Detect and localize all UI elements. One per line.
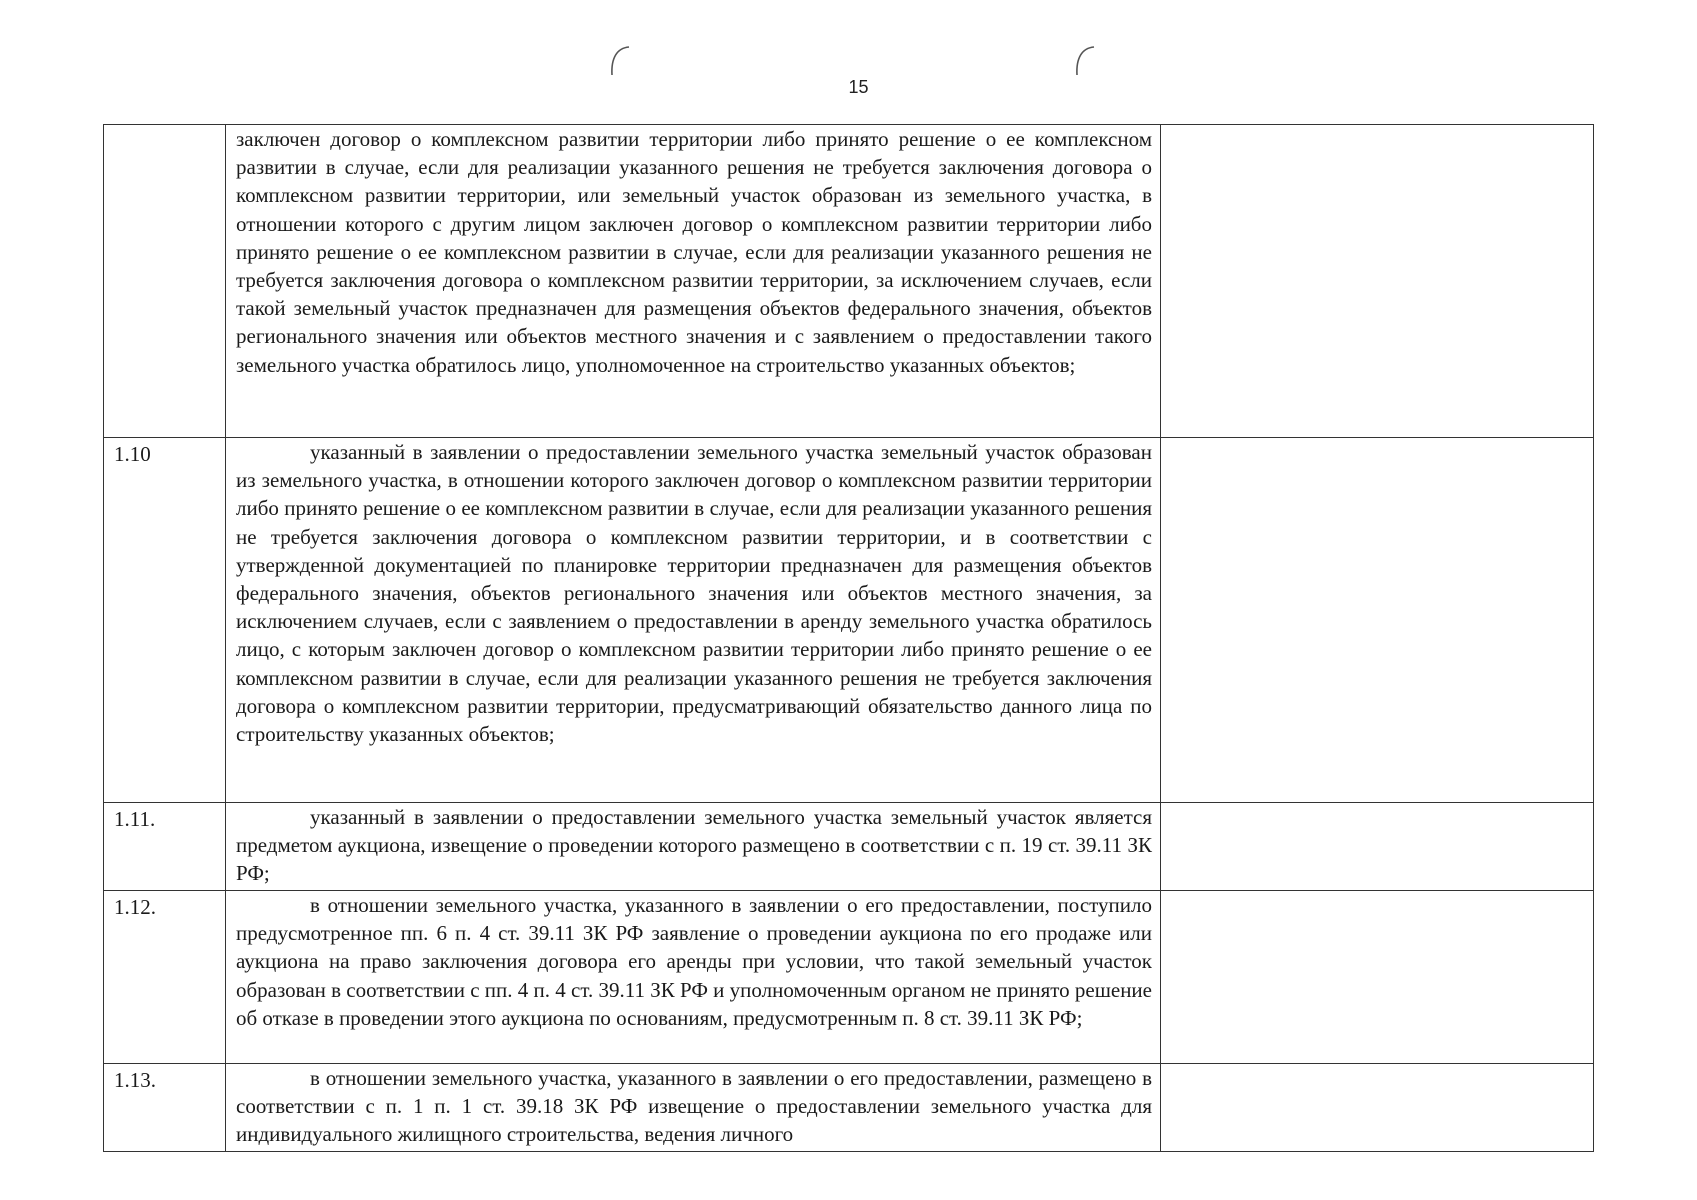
row-number-cell (104, 803, 226, 891)
row-number: 1.13. (114, 1068, 156, 1092)
row-note-cell (1161, 891, 1594, 1064)
row-note-cell (1161, 125, 1594, 438)
row-number-cell (104, 891, 226, 1064)
row-number: 1.12. (114, 895, 156, 919)
row-text-cell (226, 1064, 1161, 1152)
row-text: в отношении земельного участка, указанного в заявлении о его предоставлении, размещено в соответствии с п. 1 п. 1 ст. 39.18 ЗК РФ извещение о предоставлении земельного участка для индивидуального жилищного строительства, ведения личного (236, 1066, 1152, 1147)
row-text-cell (226, 803, 1161, 891)
table-row (104, 438, 1594, 803)
page-number: 15 (848, 77, 869, 97)
row-number: 1.10 (114, 442, 151, 466)
table-row (104, 125, 1594, 438)
row-note-cell (1161, 1064, 1594, 1152)
row-text: указанный в заявлении о предоставлении земельного участка земельный участок образован из земельного участка, в отношении которого заключен договор о комплексном развитии территории либо принято решение о ее комплексном развитии в случае, если для реализации указанного решения не требуется заключения договора о комплексном развитии территории, и в соответствии с утвержденной документацией по планировке территории предназначен для размещения объектов федерального значения, объектов регионального значения или объектов местного значения, за исключением случаев, если с заявлением о предоставлении в аренду земельного участка обратилось лицо, с которым заключен договор о комплексном развитии территории либо принято решение о ее комплексном развитии в случае, если для реализации указанного решения не требуется заключения договора о комплексном развитии территории, предусматривающий обязательство данного лица по строительству указанных объектов; (236, 440, 1152, 747)
row-text-cell (226, 891, 1161, 1064)
grounds-table (103, 124, 1594, 1152)
row-number: 1.11. (114, 807, 156, 831)
table-row (104, 803, 1594, 891)
punch-hole-mark (607, 44, 633, 78)
row-note-cell (1161, 438, 1594, 803)
row-number-cell (104, 125, 226, 438)
row-text: указанный в заявлении о предоставлении земельного участка земельный участок является предметом аукциона, извещение о проведении которого размещено в соответствии с п. 19 ст. 39.11 ЗК РФ; (236, 805, 1152, 886)
table-row (104, 1064, 1594, 1152)
row-text: в отношении земельного участка, указанного в заявлении о его предоставлении, поступило предусмотренное пп. 6 п. 4 ст. 39.11 ЗК РФ заявление о проведении аукциона по его продаже или аукциона на право заключения договора его аренды при условии, что такой земельный участок образован в соответствии с пп. 4 п. 4 ст. 39.11 ЗК РФ и уполномоченным органом не принято решение об отказе в проведении этого аукциона по основаниям, предусмотренным п. 8 ст. 39.11 ЗК РФ; (236, 893, 1152, 1030)
row-text-cell (226, 125, 1161, 438)
row-note-cell (1161, 803, 1594, 891)
row-text: заключен договор о комплексном развитии территории либо принято решение о ее комплексном развитии в случае, если для реализации указанного решения не требуется заключения договора о комплексном развитии территории, или земельный участок образован из земельного участка, в отношении которого с другим лицом заключен договор о комплексном развитии территории либо принято решение о ее комплексном развитии в случае, если для реализации указанного решения не требуется заключения договора о комплексном развитии территории, за исключением случаев, если такой земельный участок предназначен для размещения объектов федерального значения, объектов регионального значения или объектов местного значения и с заявлением о предоставлении такого земельного участка обратилось лицо, уполномоченное на строительство указанных объектов; (236, 127, 1152, 377)
row-number-cell (104, 438, 226, 803)
row-number (104, 125, 225, 127)
punch-hole-mark (1072, 44, 1098, 78)
row-text-cell (226, 438, 1161, 803)
row-number-cell (104, 1064, 226, 1152)
table-row (104, 891, 1594, 1064)
